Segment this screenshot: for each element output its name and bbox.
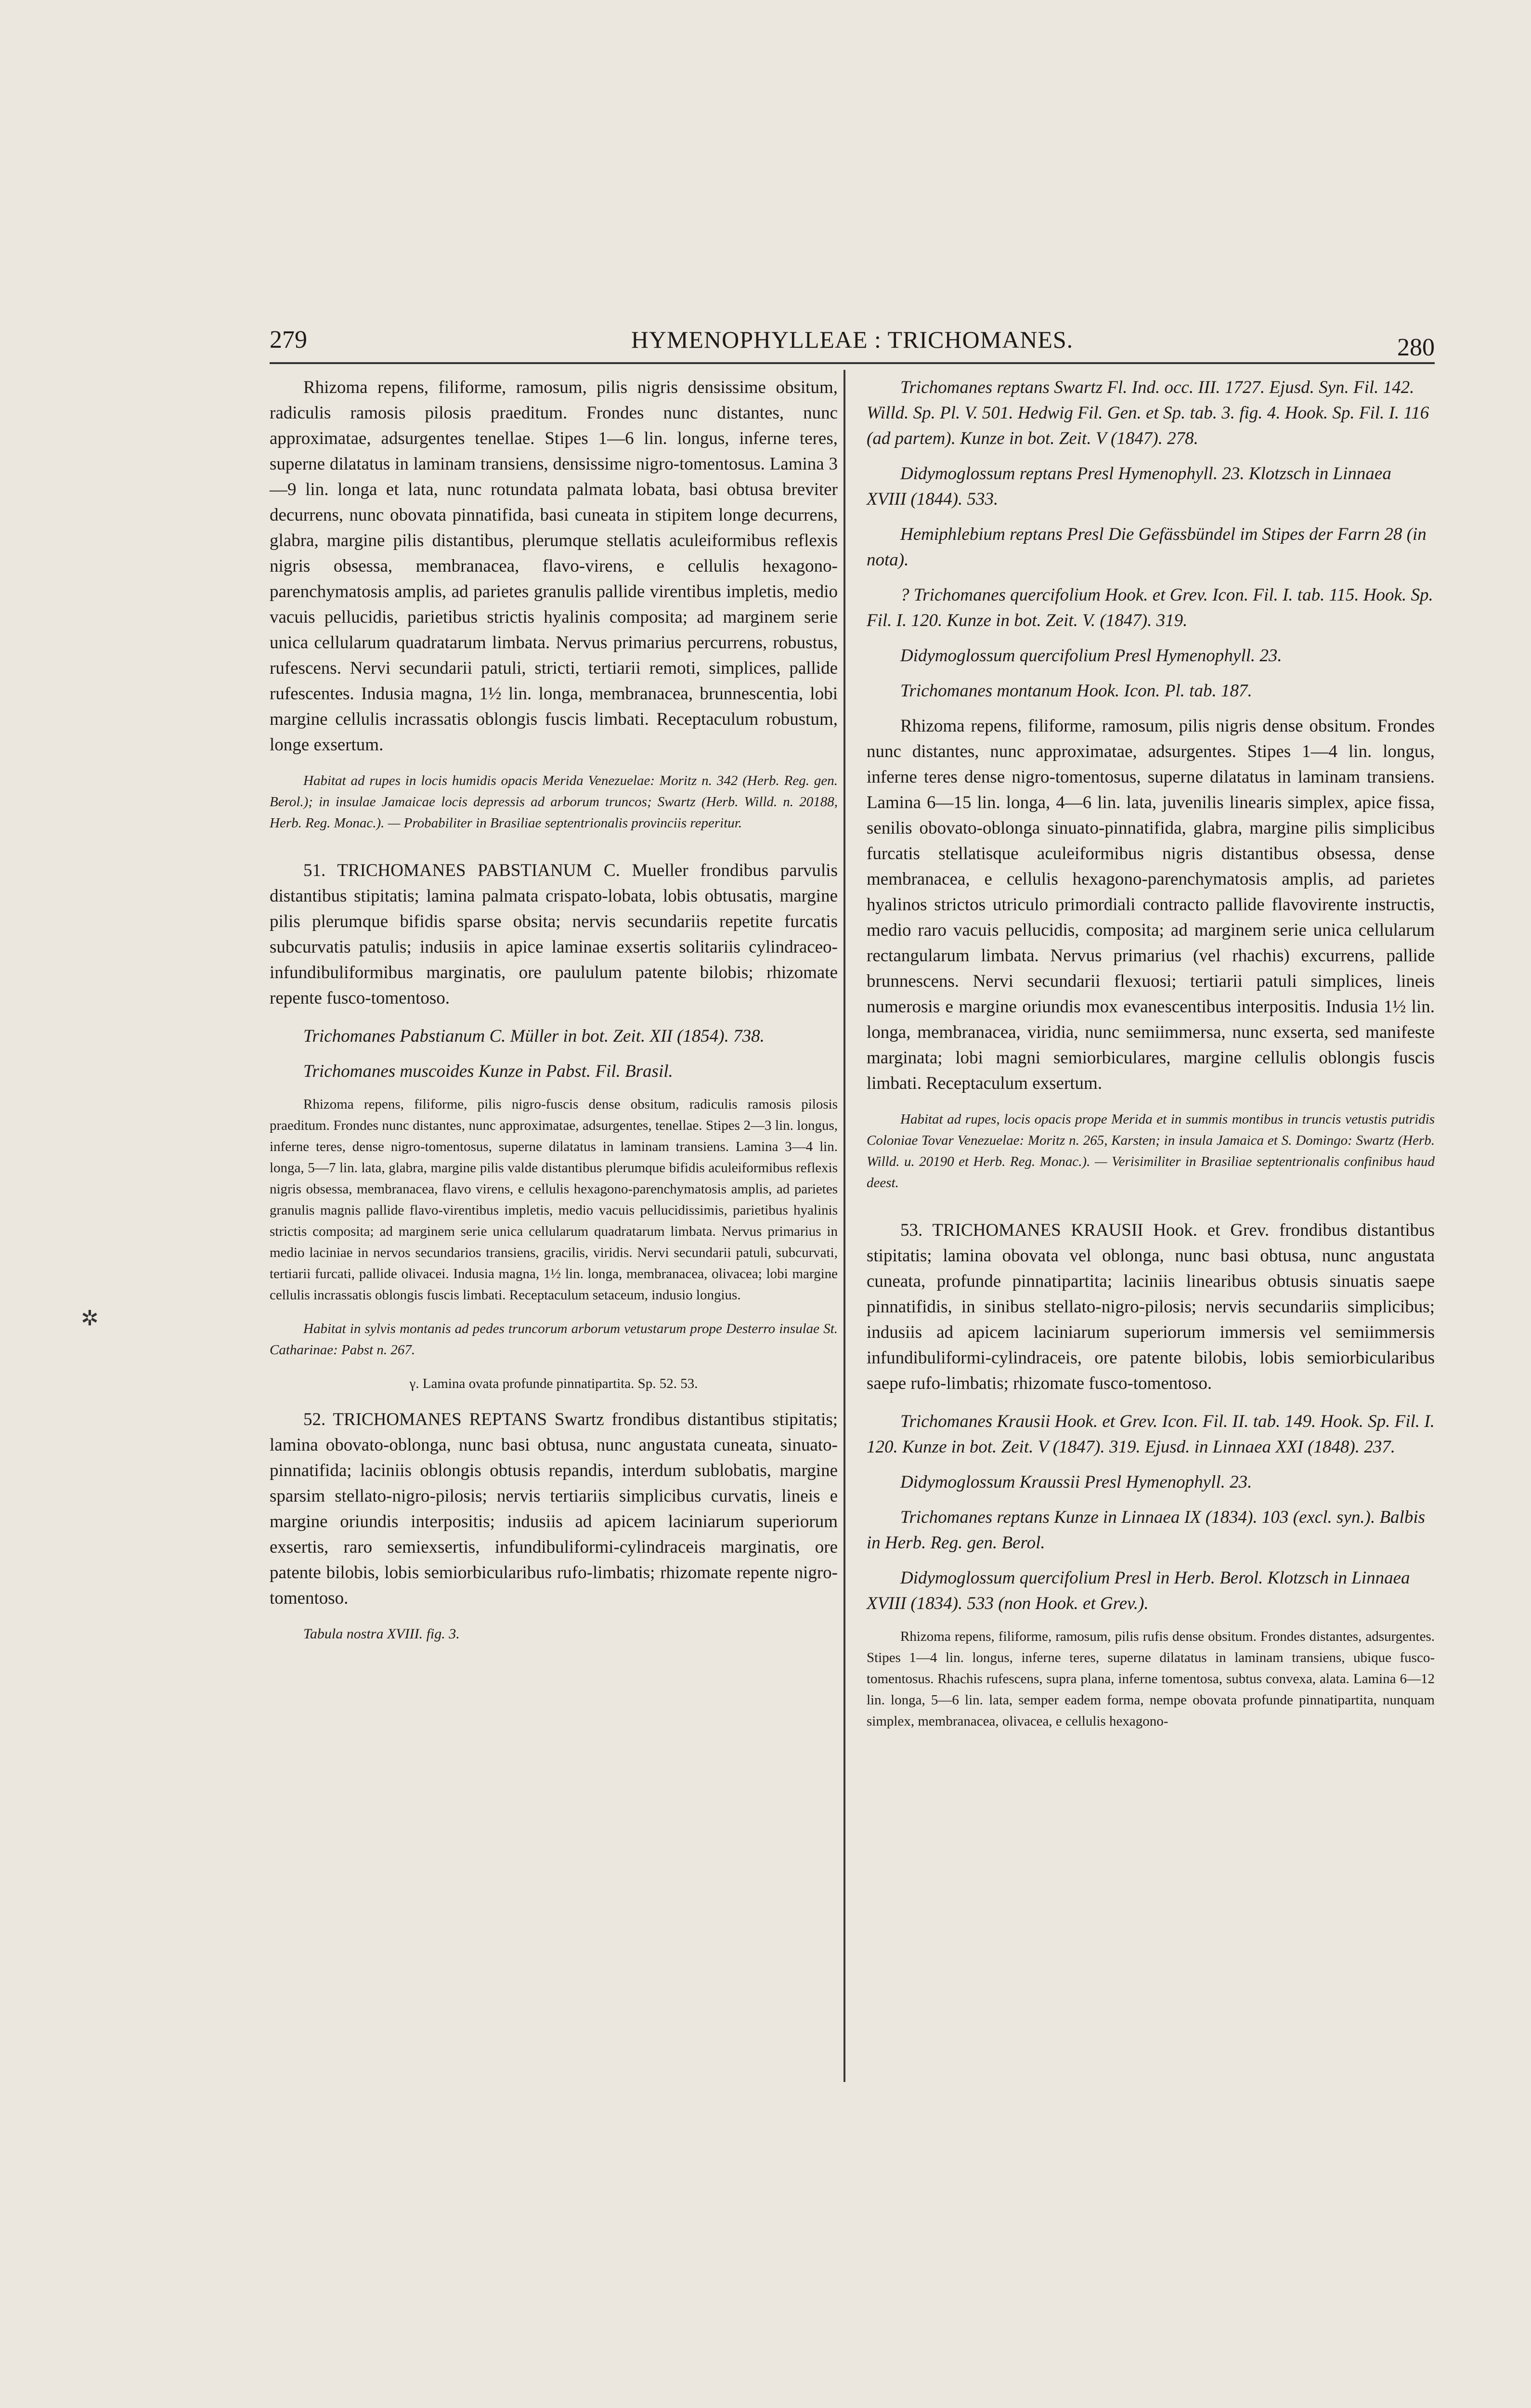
synonym: Trichomanes Krausii Hook. et Grev. Icon. Fil. II. tab. 149. Hook. Sp. Fil. I. 120. Kunze in bot. Zeit. V (1847). 319. Ejusd. in Linnaea XXI (1848). 237. <box>867 1412 1435 1457</box>
synonym: Didymoglossum reptans Presl Hymenophyll. 23. Klotzsch in Linnaea XVIII (1844). 533. <box>867 464 1391 509</box>
description-paragraph: Rhizoma repens, filiforme, ramosum, pilis nigris dense obsitum. Frondes nunc distantes, nunc approximatae, adsurgentes. Stipes 1—4 lin. longus, inferne teres dense nigro-tomentosus, superne dilatatus in laminam transiens. Lamina 6—15 lin. longa, 4—6 lin. lata, juvenilis linearis simplex, apice fissa, senilis obovato-oblonga sinuato-pinnatifida, glabra, margine pilis simplicibus furcatis stellatisque aculeiformibus nigris distantibus obsessa, dense membranacea, e cellulis hexagono-parenchymatosis amplis, ad parietes hyalinos strictos utriculo primordiali contracto pallide flavovirente instructis, medio raro vacuis pellucidis, composita; ad marginem serie unica cellularum rectangularum limbata. Nervus primarius (vel rhachis) excurrens, pallide brunnescens. Nervi secundarii flexuosi; tertiarii patuli simplices, lineis numerosis e margine oriundis mox evanescentibus interpositis. Indusia 1½ lin. longa, membranacea, viridia, nunc semiimmersa, nunc exserta, sed manifeste marginata; lobi magni semiorbiculares, margine cellulis oblongis fuscis limbati. Receptaculum exsertum. <box>867 716 1435 1093</box>
description-paragraph: Rhizoma repens, filiforme, ramosum, pilis rufis dense obsitum. Frondes distantes, adsurgentes. Stipes 1—4 lin. longus, inferne teres, superne dilatatus in laminam transiens, ubique fusco-tomentosus. Rhachis rufescens, supra plana, inferne tomentosa, subtus convexa, alata. Lamina 6—12 lin. longa, 5—6 lin. lata, semper eadem forma, nempe obovata profunde pinnatipartita, nunquam simplex, membranacea, olivacea, e cellulis hexagono- <box>867 1629 1435 1729</box>
species-heading-51: 51. TRICHOMANES PABSTIANUM C. Mueller frondibus parvulis distantibus stipitatis; lamina palmata crispato-lobata, lobis obtusatis, margine pilis plerumque bifidis sparse obsita; nervis secundariis repetite furcatis subcurvatis patulis; indusiis in apice laminae exsertis solitariis cylindraceo-infundibuliformibus marginatis, ore paululum patente bilobis; rhizomate repente fusco-tomentoso. <box>270 861 838 1008</box>
page-number-left: 279 <box>270 326 307 353</box>
synonym: Trichomanes montanum Hook. Icon. Pl. tab. 187. <box>900 681 1252 701</box>
right-column <box>867 375 1435 1732</box>
synonym: Didymoglossum quercifolium Presl in Herb. Berol. Klotzsch in Linnaea XVIII (1834). 533 (non Hook. et Grev.). <box>867 1568 1410 1613</box>
synonym: Trichomanes muscoides Kunze in Pabst. Fil. Brasil. <box>303 1061 673 1081</box>
page-header <box>270 323 1435 361</box>
page-number-right: 280 <box>1397 334 1435 361</box>
species-heading-53: 53. TRICHOMANES KRAUSII Hook. et Grev. frondibus distantibus stipitatis; lamina obovata vel oblonga, nunc basi obtusa, nunc angustata cuneata, profunde pinnatipartita; laciniis linearibus obtusis sinuatis saepe pinnatifidis, in sinibus stellato-nigro-pilosis; nervis secundariis simplicibus; indusiis ad apicem laciniarum superiorum immersis vel semiimmersis infundibuliformi-cylindraceis, ore patente bilobis, lobis semiorbicularibus saepe rufo-limbatis; rhizomate fusco-tomentoso. <box>867 1220 1435 1393</box>
margin-mark: ✲ <box>81 1307 99 1330</box>
synonym: Trichomanes reptans Swartz Fl. Ind. occ. III. 1727. Ejusd. Syn. Fil. 142. Willd. Sp. Pl. V. 501. Hedwig Fil. Gen. et Sp. tab. 3. fig. 4. Hook. Sp. Fil. I. 116 (ad partem). Kunze in bot. Zeit. V (1847). 278. <box>867 378 1429 448</box>
column-divider <box>843 370 845 2082</box>
synonym: Trichomanes reptans Kunze in Linnaea IX (1834). 103 (excl. syn.). Balbis in Herb. Reg. gen. Berol. <box>867 1507 1426 1553</box>
description-paragraph: Rhizoma repens, filiforme, ramosum, pilis nigris densissime obsitum, radiculis ramosis pilosis praeditum. Frondes nunc distantes, nunc approximatae, adsurgentes tenellae. Stipes 1—6 lin. longus, inferne teres, superne dilatatus in laminam transiens, densissime nigro-tomentosus. Lamina 3—9 lin. longa et lata, nunc rotundata palmata lobata, basi obtusa breviter decurrens, nunc obovata pinnatifida, basi cuneata in stipitem longe decurrens, glabra, margine pilis distantibus, plerumque stellatis aculeiformibus reflexis nigris obsessa, membranacea, flavo-virens, e cellulis hexagono-parenchymatosis amplis, ad parietes granulis pallide virentibus impletis, medio vacuis pellucidis, parietibus strictis hyalinis composita; ad marginem serie unica cellularum quadratarum limbata. Nervus primarius percurrens, robustus, rufescens. Nervi secundarii patuli, stricti, tertiarii remoti, simplices, pallide rufescentes. Indusia magna, 1½ lin. longa, membranacea, brunnescentia, lobi margine cellulis incrassatis oblongis fuscis limbati. Receptaculum robustum, longe exsertum. <box>270 378 838 755</box>
synonym: Trichomanes Pabstianum C. Müller in bot. Zeit. XII (1854). 738. <box>303 1026 765 1046</box>
description-paragraph: Rhizoma repens, filiforme, pilis nigro-fuscis dense obsitum, radiculis ramosis pilosis praeditum. Frondes nunc distantes, nunc approximatae, adsurgentes, tenellae. Stipes 2—3 lin. longus, inferne teres, dense nigro-tomentosus, superne dilatatus in laminam transiens. Lamina 3—4 lin. longa, 5—7 lin. lata, glabra, margine pilis valde distantibus plerumque bifidis aculeiformibus reflexis nigris obsessa, membranacea, flavo virens, e cellulis hexagono-parenchymatosis amplis, ad parietes granulis magnis pallide flavo-virentibus impletis, medio vacuis pellucidissimis, parietibus hyalinis strictis composita; ad marginem serie unica cellularum quadratarum limbata. Nervus primarius in medio laciniae in nervos secundarios transiens, gracilis, viridis. Nervi secundarii patuli, subcurvati, tertiarii furcati, pallide olivacei. Indusia magna, 1½ lin. longa, membranacea, olivacea; lobi margine cellulis incrassatis oblongis fuscis limbati. Receptaculum setaceum, indusio longius. <box>270 1097 838 1303</box>
habitat-note: Habitat in sylvis montanis ad pedes truncorum arborum vetustarum prope Desterro insulae St. Catharinae: Pabst n. 267. <box>270 1321 838 1358</box>
habitat-note: Habitat ad rupes, locis opacis prope Merida et in summis montibus in truncis vetustis putridis Coloniae Tovar Venezuelae: Moritz n. 265, Karsten; in insula Jamaica et S. Domingo: Swartz (Herb. Willd. u. 20190 et Herb. Reg. Monac.). — Verisimiliter in Brasiliae septentrionalis confinibus haud deest. <box>867 1112 1435 1191</box>
synonym: Didymoglossum quercifolium Presl Hymenophyll. 23. <box>900 646 1282 666</box>
running-title: HYMENOPHYLLEAE : TRICHOMANES. <box>631 326 1074 353</box>
species-heading-52: 52. TRICHOMANES REPTANS Swartz frondibus distantibus stipitatis; lamina obovato-oblonga, nunc basi obtusa, nunc angustata cuneata, sinuato-pinnatifida; laciniis oblongis obtusis repandis, interdum sublobatis, margine sparsim stellato-nigro-pilosis; nervis tertiariis simplicibus curvatis, lineis e margine oriundis interpositis; indusiis ad apicem laciniarum superiorum exsertis, raro semiexsertis, infundibuliformi-cylindraceis marginatis, ore patente bilobis, lobis semiorbicularibus rufo-limbatis; rhizomate repente nigro-tomentoso. <box>270 1410 838 1608</box>
synonym: ? Trichomanes quercifolium Hook. et Grev. Icon. Fil. I. tab. 115. Hook. Sp. Fil. I. 120. Kunze in bot. Zeit. V. (1847). 319. <box>867 585 1433 630</box>
header-rule <box>270 362 1435 364</box>
section-note: γ. Lamina ovata profunde pinnatipartita. Sp. 52. 53. <box>409 1376 698 1391</box>
habitat-note: Habitat ad rupes in locis humidis opacis Merida Venezuelae: Moritz n. 342 (Herb. Reg. gen. Berol.); in insulae Jamaicae locis depressis ad arborum truncos; Swartz (Herb. Willd. n. 20188, Herb. Reg. Monac.). — Probabiliter in Brasiliae septentrionalis provinciis reperitur. <box>270 773 838 831</box>
plate-reference: Tabula nostra XVIII. fig. 3. <box>303 1626 460 1642</box>
synonym: Didymoglossum Kraussii Presl Hymenophyll. 23. <box>900 1472 1252 1492</box>
left-column <box>270 375 838 1645</box>
synonym: Hemiphlebium reptans Presl Die Gefässbündel im Stipes der Farrn 28 (in nota). <box>867 524 1427 570</box>
